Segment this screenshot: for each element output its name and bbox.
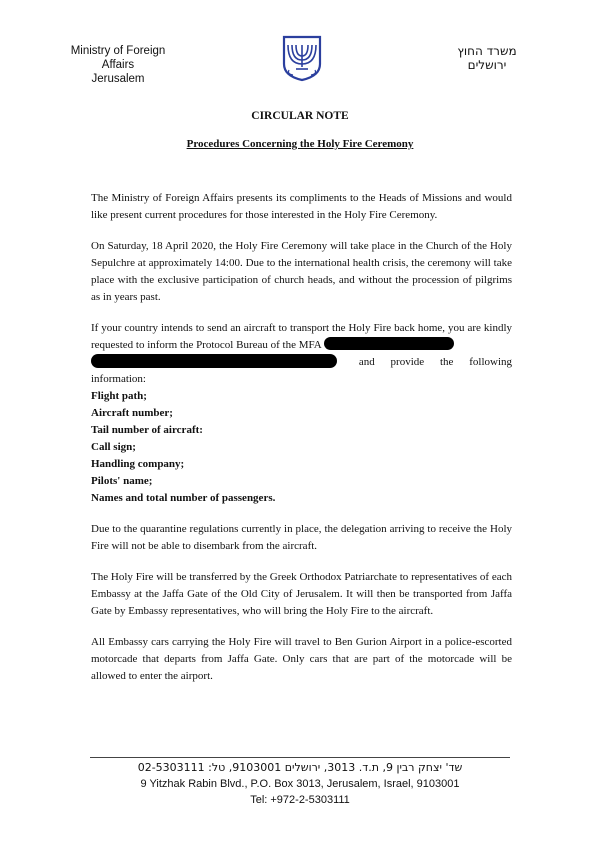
footer-phone: Tel: +972-2-5303111 bbox=[250, 794, 350, 806]
info-list bbox=[91, 388, 512, 507]
info-item: Tail number of aircraft: bbox=[91, 424, 203, 436]
ministry-name-hebrew bbox=[432, 44, 542, 72]
paragraph-date: On Saturday, 18 April 2020, the Holy Fire Ceremony will take place in the Church of the Holy Sepulchre at approximately 14:00. Due to the international health crisis, the ceremony will take place with the exclusive participation of church heads, and without the procession of pilgrims as in years past. bbox=[91, 240, 512, 303]
footer-divider bbox=[90, 757, 510, 758]
info-item: Aircraft number; bbox=[91, 407, 173, 419]
ministry-name-hebrew-line: משרד החוץ bbox=[457, 44, 517, 58]
ministry-name-english bbox=[58, 44, 178, 86]
paragraph-aircraft-request-continuation: and provide the following information: bbox=[91, 356, 512, 385]
paragraph-motorcade: All Embassy cars carrying the Holy Fire will travel to Ben Gurion Airport in a police-escorted motorcade that departs from Jaffa Gate. Only cars that are part of the motorcade will be allowed to enter the airport. bbox=[91, 636, 512, 682]
paragraph-aircraft-request-text: If your country intends to send an aircraft to transport the Holy Fire back home, you are kindly requested to inform the Protocol Bureau of the MFA bbox=[91, 322, 512, 351]
paragraph-quarantine: Due to the quarantine regulations currently in place, the delegation arriving to receive the Holy Fire will not be able to disembark from the aircraft. bbox=[91, 523, 512, 552]
redaction-bar bbox=[324, 337, 454, 350]
menorah-emblem-icon bbox=[281, 34, 323, 82]
info-item: Flight path; bbox=[91, 390, 147, 402]
footer-english-address: 9 Yitzhak Rabin Blvd., P.O. Box 3013, Jerusalem, Israel, 9103001 bbox=[140, 778, 460, 790]
footer-hebrew-address: שד' יצחק רבין 9, ת.ד. 3013, ירושלים 9103001, טל: 02-5303111 bbox=[137, 761, 463, 774]
footer bbox=[0, 760, 600, 808]
document-title: CIRCULAR NOTE bbox=[251, 110, 349, 122]
ministry-name-line: Ministry of Foreign Affairs bbox=[70, 45, 166, 71]
document-body bbox=[91, 190, 512, 699]
document-subtitle: Procedures Concerning the Holy Fire Ceremony bbox=[186, 138, 414, 150]
info-item: Handling company; bbox=[91, 458, 185, 470]
redaction-bar bbox=[91, 354, 337, 368]
city-name-hebrew-line: ירושלים bbox=[467, 58, 507, 72]
city-name-line: Jerusalem bbox=[91, 73, 145, 85]
paragraph-aircraft-request bbox=[91, 320, 512, 388]
info-item: Call sign; bbox=[91, 441, 136, 453]
paragraph-intro: The Ministry of Foreign Affairs presents its compliments to the Heads of Missions and would like present current procedures for those interested in the Holy Fire Ceremony. bbox=[91, 192, 512, 221]
info-item: Pilots' name; bbox=[91, 475, 153, 487]
paragraph-transfer: The Holy Fire will be transferred by the Greek Orthodox Patriarchate to representatives of each Embassy at the Jaffa Gate of the Old City of Jerusalem. It will then be transported from Jaffa Gate by Embassy representatives, who will bring the Holy Fire to the aircraft. bbox=[91, 571, 512, 617]
info-item: Names and total number of passengers. bbox=[91, 492, 276, 504]
